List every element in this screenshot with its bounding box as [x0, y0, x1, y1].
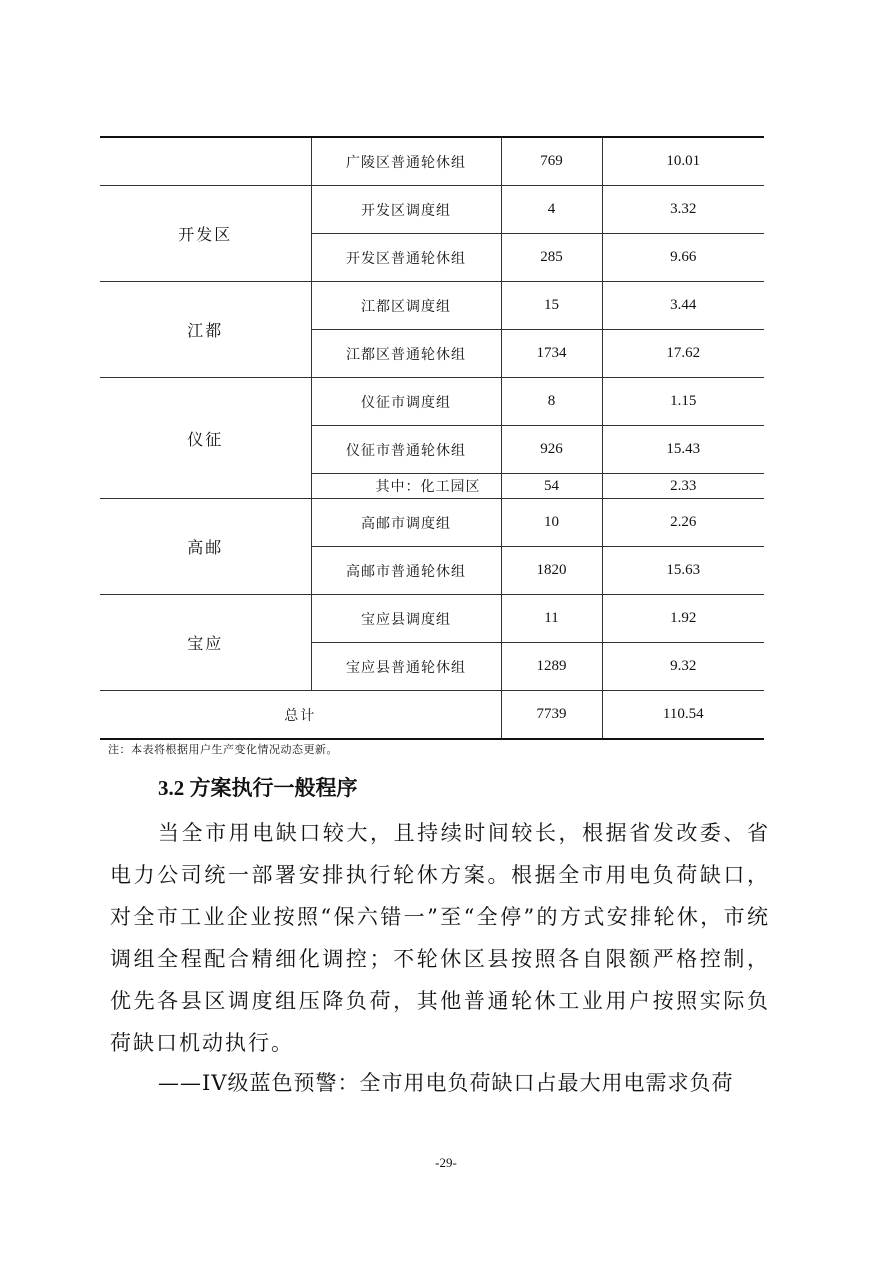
table-row — [100, 282, 764, 330]
count-cell: 926 — [501, 426, 602, 474]
group-cell: 宝应县调度组 — [311, 595, 501, 643]
count-cell: 1820 — [501, 547, 602, 595]
table-row — [100, 186, 764, 234]
district-cell: 高邮 — [100, 499, 311, 595]
group-cell: 高邮市普通轮休组 — [311, 547, 501, 595]
count-cell: 769 — [501, 137, 602, 186]
load-cell: 3.44 — [602, 282, 764, 330]
total-count: 7739 — [501, 691, 602, 740]
group-cell: 仪征市调度组 — [311, 378, 501, 426]
section-heading — [158, 772, 358, 802]
body-paragraph-continued: ——IV级蓝色预警：全市用电负荷缺口占最大用电需求负荷 — [158, 1071, 734, 1095]
count-cell: 8 — [501, 378, 602, 426]
count-cell: 15 — [501, 282, 602, 330]
load-cell: 1.15 — [602, 378, 764, 426]
group-cell: 开发区普通轮休组 — [311, 234, 501, 282]
load-cell: 17.62 — [602, 330, 764, 378]
count-cell: 10 — [501, 499, 602, 547]
total-label: 总计 — [100, 691, 501, 740]
section-number: 3.2 — [158, 776, 185, 800]
table-row — [100, 378, 764, 426]
group-cell: 江都区普通轮休组 — [311, 330, 501, 378]
load-cell: 3.32 — [602, 186, 764, 234]
group-cell: 广陵区普通轮休组 — [311, 137, 501, 186]
count-cell: 1289 — [501, 643, 602, 691]
group-cell: 高邮市调度组 — [311, 499, 501, 547]
table-row — [100, 137, 764, 186]
load-cell: 15.63 — [602, 547, 764, 595]
load-cell: 2.33 — [602, 474, 764, 499]
body-paragraph: 当全市用电缺口较大，且持续时间较长，根据省发改委、省电力公司统一部署安排执行轮休方案。根据全市用电负荷缺口，对全市工业企业按照“保六错一”至“全停”的方式安排轮休，市统调组全程配合精细化调控；不轮休区县按照各自限额严格控制，优先各县区调度组压降负荷，其他普通轮休工业用户按照实际负荷缺口机动执行。 — [110, 821, 770, 1055]
total-load: 110.54 — [602, 691, 764, 740]
district-cell: 开发区 — [100, 186, 311, 282]
table-note: 注：本表将根据用户生产变化情况动态更新。 — [108, 743, 338, 756]
count-cell: 11 — [501, 595, 602, 643]
district-cell — [100, 137, 311, 186]
count-cell: 4 — [501, 186, 602, 234]
load-cell: 9.32 — [602, 643, 764, 691]
load-cell: 1.92 — [602, 595, 764, 643]
table-row — [100, 595, 764, 643]
rotation-schedule-table — [100, 136, 764, 740]
load-cell: 9.66 — [602, 234, 764, 282]
group-cell: 其中：化工园区 — [311, 474, 501, 499]
district-cell: 江都 — [100, 282, 311, 378]
district-cell: 仪征 — [100, 378, 311, 499]
group-cell: 仪征市普通轮休组 — [311, 426, 501, 474]
section-title: 方案执行一般程序 — [189, 776, 358, 800]
load-cell: 10.01 — [602, 137, 764, 186]
count-cell: 54 — [501, 474, 602, 499]
count-cell: 1734 — [501, 330, 602, 378]
table-row — [100, 499, 764, 547]
district-cell: 宝应 — [100, 595, 311, 691]
total-row — [100, 691, 764, 740]
page-number: -29- — [435, 1155, 457, 1170]
load-cell: 15.43 — [602, 426, 764, 474]
count-cell: 285 — [501, 234, 602, 282]
group-cell: 开发区调度组 — [311, 186, 501, 234]
group-cell: 江都区调度组 — [311, 282, 501, 330]
group-cell: 宝应县普通轮休组 — [311, 643, 501, 691]
load-cell: 2.26 — [602, 499, 764, 547]
